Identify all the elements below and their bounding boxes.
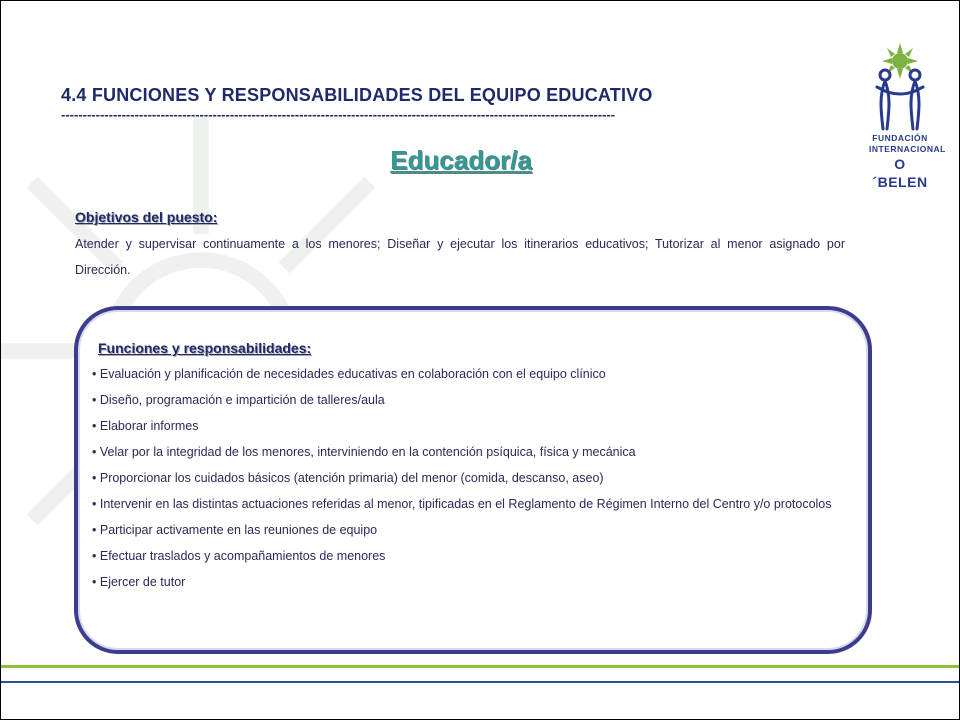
role-title: Educador/a [390, 145, 532, 175]
list-item: • Evaluación y planificación de necesidades educativas en colaboración con el equipo clínico [92, 361, 852, 387]
functions-panel [74, 306, 872, 654]
logo-line-3: O´BELEN [872, 156, 928, 190]
list-item: • Participar activamente en las reuniones de equipo [92, 517, 852, 543]
list-item: • Proporcionar los cuidados básicos (atención primaria) del menor (comida, descanso, aseo) [92, 465, 852, 491]
logo-line-1: FUNDACIÓN [872, 133, 928, 143]
logo-line-2: INTERNACIONAL [869, 144, 946, 154]
list-item: • Efectuar traslados y acompañamientos de menores [92, 543, 852, 569]
section-title: 4.4 FUNCIONES Y RESPONSABILIDADES DEL EQUIPO EDUCATIVO [61, 85, 653, 105]
list-item: • Diseño, programación e impartición de talleres/aula [92, 387, 852, 413]
list-item: • Intervenir en las distintas actuaciones referidas al menor, tipificadas en el Reglamento de Régimen Interno del Centro y/o protocolos [92, 491, 852, 517]
footer-blue-line [1, 681, 959, 683]
list-item: • Elaborar informes [92, 413, 852, 439]
logo-wordmark [869, 133, 946, 191]
functions-list [92, 361, 852, 595]
list-item: • Ejercer de tutor [92, 569, 852, 595]
objectives-heading: Objetivos del puesto: [75, 209, 218, 225]
title-separator: -------------------------------------------------------------------------------------------------------------------------------- [61, 107, 616, 122]
functions-heading: Funciones y responsabilidades: [98, 340, 312, 356]
footer-green-line [1, 665, 959, 668]
objectives-text: Atender y supervisar continuamente a los menores; Diseñar y ejecutar los itinerarios educativos; Tutorizar al menor asignado por Dirección. [75, 237, 845, 277]
list-item: • Velar por la integridad de los menores, interviniendo en la contención psíquica, física y mecánica [92, 439, 852, 465]
